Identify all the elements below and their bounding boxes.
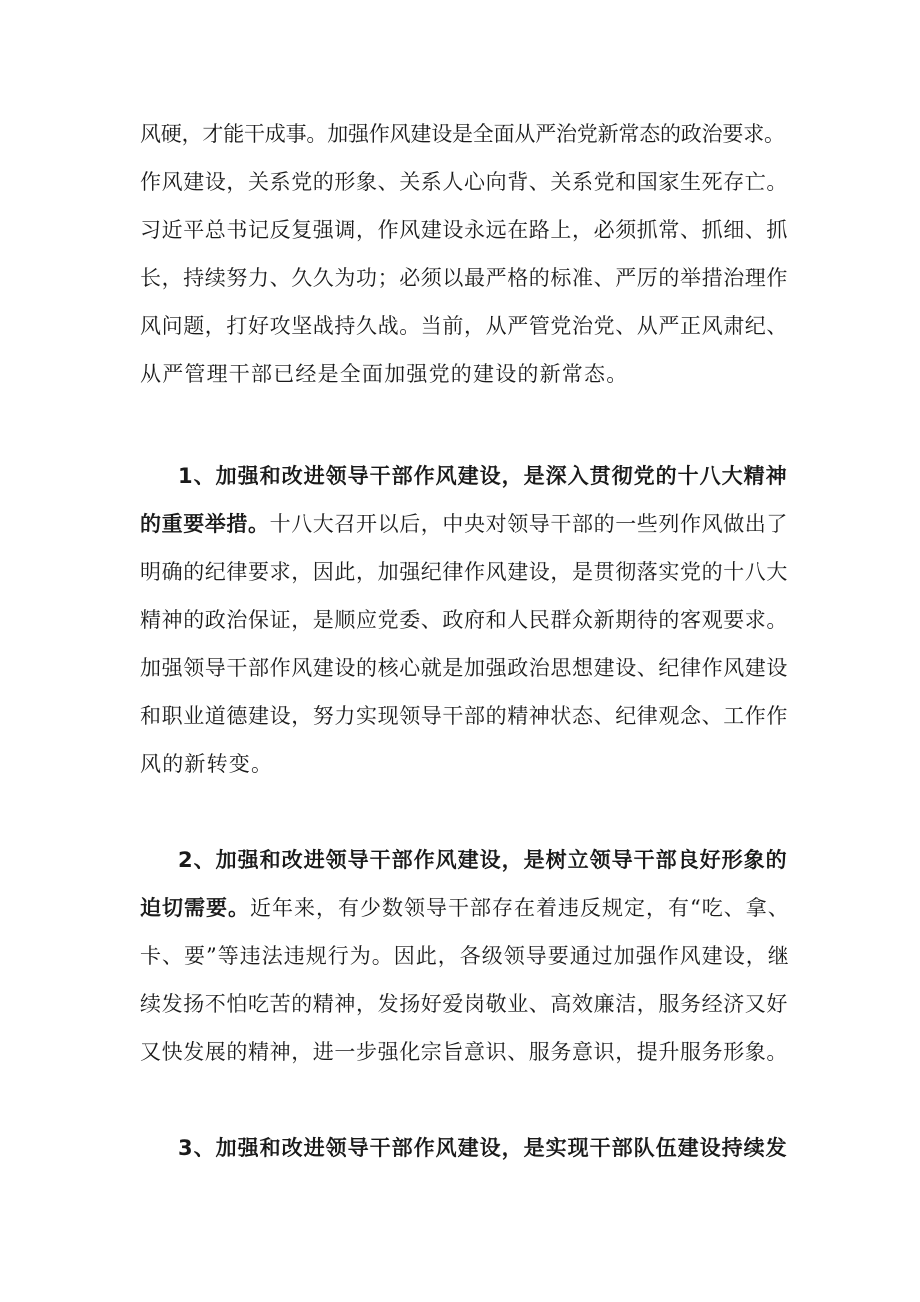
section2-line-2 (140, 888, 790, 928)
section1-line-2 (140, 504, 788, 544)
section1-heading (178, 456, 788, 496)
intro-line-6: 从严管理干部已经是全面加强党的建设的新常态。 (140, 362, 629, 386)
intro-line-3: 习近平总书记反复强调，作风建设永远在路上，必须抓常、抓细、抓 (140, 218, 788, 242)
section2-heading (178, 840, 788, 880)
intro-line-1: 风硬，才能干成事。加强作风建设是全面从严治党新常态的政治要求。 (140, 122, 785, 146)
section1-body-line-1: 明确的纪律要求，因此，加强纪律作风建设，是贯彻落实党的十八大 (140, 560, 788, 584)
intro-line-2: 作风建设，关系党的形象、关系人心向背、关系党和国家生死存亡。 (140, 170, 788, 194)
section1-body-line-4: 和职业道德建设，努力实现领导干部的精神状态、纪律观念、工作作 (140, 704, 788, 728)
intro-line-5: 风问题，打好攻坚战持久战。当前，从严管党治党、从严正风肃纪、 (140, 314, 788, 338)
section1-body-line-5: 风的新转变。 (140, 752, 274, 776)
section2-heading-text: 2、加强和改进领导干部作风建设，是树立领导干部良好形象的 (178, 848, 788, 872)
section3-heading-text: 3、加强和改进领导干部作风建设，是实现干部队伍建设持续发 (178, 1136, 788, 1160)
section2-heading-end: 迫切需要。 (140, 896, 250, 920)
section1-line-2-text: 十八大召开以后，中央对领导干部的一些列作风做出了 (269, 512, 789, 536)
intro-line-4: 长，持续努力、久久为功；必须以最严格的标准、严厉的举措治理作 (140, 266, 788, 290)
section1-heading-end: 的重要举措。 (140, 512, 270, 536)
section2-body-line-3: 又快发展的精神，进一步强化宗旨意识、服务意识，提升服务形象。 (140, 1040, 788, 1064)
section2-body-line-2: 续发扬不怕吃苦的精神，发扬好爱岗敬业、高效廉洁，服务经济又好 (140, 992, 788, 1016)
section2-line-2-text: 近年来，有少数领导干部存在着违反规定，有“吃、拿、 (250, 896, 790, 920)
section1-body-line-2: 精神的政治保证，是顺应党委、政府和人民群众新期待的客观要求。 (140, 608, 788, 632)
section3-heading (178, 1128, 788, 1168)
section2-body-line-1: 卡、要”等违法违规行为。因此，各级领导要通过加强作风建设，继 (140, 944, 790, 968)
section1-heading-text: 1、加强和改进领导干部作风建设，是深入贯彻党的十八大精神 (178, 464, 788, 488)
section1-body-line-3: 加强领导干部作风建设的核心就是加强政治思想建设、纪律作风建设 (140, 656, 788, 680)
